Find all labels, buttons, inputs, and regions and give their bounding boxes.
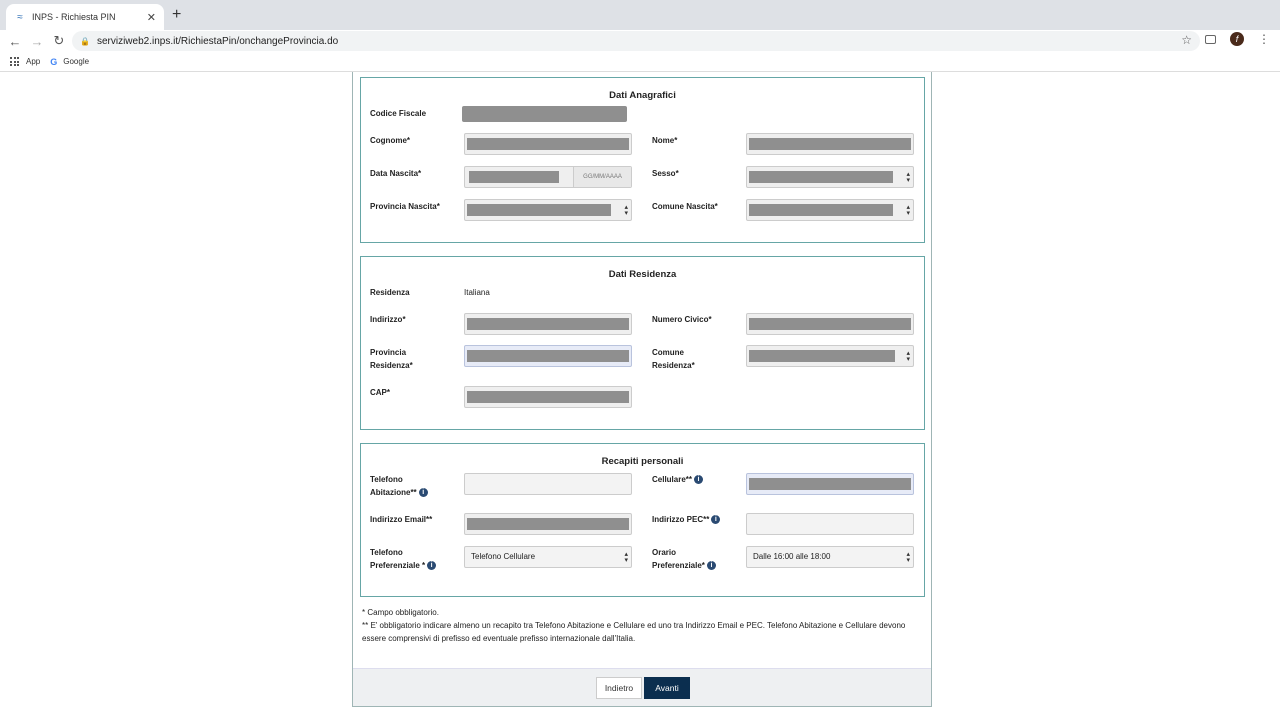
nome-input[interactable] bbox=[746, 133, 914, 155]
bookmark-google[interactable] bbox=[50, 57, 89, 67]
bookmark-apps-label: App bbox=[26, 57, 41, 66]
residenza-value: Italiana bbox=[464, 288, 490, 297]
residenza-label: Residenza bbox=[370, 288, 410, 297]
email-input[interactable] bbox=[464, 513, 632, 535]
back-arrow-icon[interactable]: ← bbox=[8, 33, 22, 49]
note-contacts: ** E' obbligatorio indicare almeno un recapito tra Telefono Abitazione e Cellulare ed uno tra Indirizzo Email e PEC. Telefono Abitazione e Cellulare devono essere comprensivi di prefisso ed eventuale prefisso internazionale dall'Italia. bbox=[362, 621, 906, 643]
select-arrows-icon: ▴ ▾ bbox=[906, 171, 910, 184]
cognome-label: Cognome* bbox=[370, 136, 410, 145]
indietro-button[interactable]: Indietro bbox=[596, 677, 642, 699]
codice-fiscale-label: Codice Fiscale bbox=[370, 109, 427, 118]
nome-label: Nome* bbox=[652, 136, 678, 145]
reload-icon[interactable]: ↻ bbox=[53, 33, 65, 48]
cellulare-label: Cellulare** i bbox=[652, 473, 703, 486]
profile-avatar[interactable]: f bbox=[1230, 32, 1244, 46]
select-arrows-icon: ▴ ▾ bbox=[906, 204, 910, 217]
pec-label: Indirizzo PEC** i bbox=[652, 513, 720, 526]
comune-nascita-select[interactable] bbox=[746, 199, 914, 221]
bookmark-apps[interactable] bbox=[10, 57, 40, 66]
orario-preferenziale-label: Orario Preferenziale* i bbox=[652, 546, 716, 572]
select-arrows-icon: ▴ ▾ bbox=[624, 204, 628, 217]
cap-label: CAP* bbox=[370, 388, 391, 397]
numero-civico-label: Numero Civico* bbox=[652, 315, 712, 324]
browser-toolbar bbox=[0, 30, 1280, 52]
sesso-label: Sesso* bbox=[652, 169, 679, 178]
note-required: * Campo obbligatorio. bbox=[362, 608, 439, 617]
forward-arrow-icon[interactable]: → bbox=[30, 33, 44, 49]
tab-strip bbox=[0, 0, 1280, 30]
provincia-nascita-label: Provincia Nascita* bbox=[370, 202, 440, 211]
pec-input[interactable] bbox=[746, 513, 914, 535]
url-text: serviziweb2.inps.it/RichiestaPin/onchangeProvincia.do bbox=[96, 35, 339, 47]
cap-input[interactable] bbox=[464, 386, 632, 408]
form-notes bbox=[362, 606, 922, 645]
google-icon: G bbox=[50, 56, 58, 67]
telefono-preferenziale-label: Telefono Preferenziale * i bbox=[370, 546, 436, 572]
form-container bbox=[352, 72, 932, 707]
provincia-nascita-select[interactable] bbox=[464, 199, 632, 221]
section-title: Recapiti personali bbox=[601, 456, 684, 467]
section-title: Dati Anagrafici bbox=[609, 90, 676, 101]
bookmark-star-icon[interactable]: ☆ bbox=[1181, 33, 1192, 47]
data-nascita-label: Data Nascita* bbox=[370, 169, 422, 178]
new-tab-icon[interactable]: + bbox=[172, 6, 182, 23]
info-icon[interactable]: i bbox=[711, 515, 720, 524]
telefono-abitazione-input[interactable] bbox=[464, 473, 632, 495]
info-icon[interactable]: i bbox=[694, 475, 703, 484]
section-recapiti-personali bbox=[360, 443, 925, 597]
bookmarks-bar bbox=[0, 52, 1280, 72]
sesso-select[interactable] bbox=[746, 166, 914, 188]
telefono-preferenziale-select[interactable]: Telefono Cellulare ▴ ▾ bbox=[464, 546, 632, 568]
close-tab-icon[interactable]: ✕ bbox=[146, 11, 156, 24]
comune-residenza-select[interactable] bbox=[746, 345, 914, 367]
email-label: Indirizzo Email** bbox=[370, 515, 433, 524]
provincia-residenza-label: Provincia Residenza* bbox=[370, 348, 413, 370]
cognome-input[interactable] bbox=[464, 133, 632, 155]
cast-icon[interactable] bbox=[1205, 35, 1216, 44]
comune-nascita-label: Comune Nascita* bbox=[652, 202, 718, 211]
comune-residenza-label: Comune Residenza* bbox=[652, 348, 695, 370]
select-arrows-icon: ▴ ▾ bbox=[906, 350, 910, 363]
bookmark-google-label: Google bbox=[63, 57, 90, 66]
info-icon[interactable]: i bbox=[707, 561, 716, 570]
date-format-hint: GG/MM/AAAA bbox=[573, 167, 631, 187]
section-title: Dati Residenza bbox=[608, 269, 677, 280]
toolbar-right bbox=[1205, 32, 1270, 46]
select-arrows-icon: ▴ ▾ bbox=[624, 551, 628, 564]
avanti-button[interactable]: Avanti bbox=[644, 677, 690, 699]
info-icon[interactable]: i bbox=[419, 488, 428, 497]
info-icon[interactable]: i bbox=[427, 561, 436, 570]
telefono-abitazione-label: Telefono Abitazione** i bbox=[370, 473, 428, 499]
address-bar[interactable] bbox=[72, 31, 1200, 51]
section-dati-residenza bbox=[360, 256, 925, 430]
cellulare-input[interactable] bbox=[746, 473, 914, 495]
section-dati-anagrafici bbox=[360, 77, 925, 243]
inps-favicon-icon: ≈ bbox=[17, 11, 23, 23]
indirizzo-input[interactable] bbox=[464, 313, 632, 335]
select-arrows-icon: ▴ ▾ bbox=[906, 551, 910, 564]
browser-menu-icon[interactable]: ⋮ bbox=[1258, 32, 1270, 46]
tab-title: INPS - Richiesta PIN bbox=[32, 12, 116, 22]
orario-preferenziale-select[interactable]: Dalle 16:00 alle 18:00 ▴ ▾ bbox=[746, 546, 914, 568]
indirizzo-label: Indirizzo* bbox=[370, 315, 406, 324]
provincia-residenza-input[interactable] bbox=[464, 345, 632, 367]
apps-grid-icon bbox=[10, 57, 19, 66]
lock-icon: 🔒 bbox=[80, 36, 90, 46]
codice-fiscale-value bbox=[462, 106, 627, 122]
browser-tab[interactable] bbox=[6, 4, 164, 30]
data-nascita-input[interactable] bbox=[464, 166, 632, 188]
form-footer bbox=[353, 668, 931, 706]
numero-civico-input[interactable] bbox=[746, 313, 914, 335]
